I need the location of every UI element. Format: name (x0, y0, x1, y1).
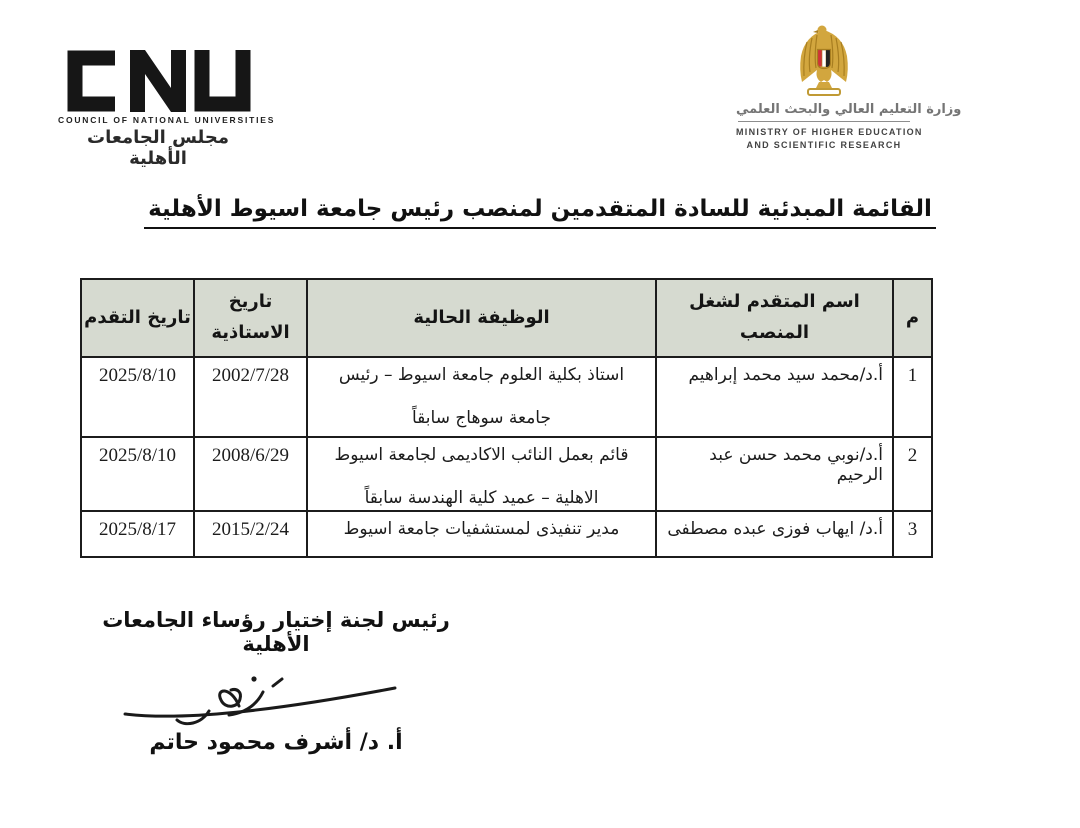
header-current-job: الوظيفة الحالية (307, 279, 656, 357)
table-row (81, 511, 932, 557)
professorship-date: 2015/2/24 (194, 511, 307, 557)
applicant-name: أ.د/ ايهاب فوزى عبده مصطفى (656, 511, 893, 557)
header-apply-date: تاريخ التقدم (81, 279, 194, 357)
table-header-row (81, 279, 932, 357)
egypt-eagle-emblem-icon (795, 22, 853, 100)
ministry-name-english-line2: AND SCIENTIFIC RESEARCH (746, 140, 902, 151)
signer-name: أ. د/ أشرف محمود حاتم (149, 730, 403, 755)
current-job (307, 437, 656, 511)
committee-chair-title: رئيس لجنة إختيار رؤساء الجامعات الأهلية (102, 608, 450, 656)
applicants-table (80, 278, 933, 558)
header-number: م (893, 279, 932, 357)
document-title-wrap (0, 196, 1080, 229)
current-job-line1: مدير تنفيذى لمستشفيات جامعة اسيوط (343, 519, 620, 539)
document-title: القائمة المبدئية للسادة المتقدمين لمنصب رئيس جامعة اسيوط الأهلية (144, 196, 936, 229)
cnu-name-arabic: مجلس الجامعات الأهلية (87, 127, 229, 169)
current-job-line2: الاهلية – عميد كلية الهندسة سابقاً (364, 488, 599, 508)
applicant-name: أ.د/محمد سيد محمد إبراهيم (656, 357, 893, 437)
apply-date: 2025/8/10 (81, 357, 194, 437)
header-applicant-name: اسم المتقدم لشغل المنصب (656, 279, 893, 357)
current-job-line2: جامعة سوهاج سابقاً (412, 408, 551, 428)
cnu-acronym-icon (65, 50, 251, 112)
ministry-divider (738, 121, 910, 122)
ministry-logo (736, 22, 962, 152)
applicant-name: أ.د/نوبي محمد حسن عبد الرحيم (656, 437, 893, 511)
header-professorship-date: تاريخ الاستاذية (194, 279, 307, 357)
table-row (81, 357, 932, 437)
handwritten-signature (113, 664, 403, 728)
signature-block (66, 608, 486, 755)
row-number: 2 (893, 437, 932, 511)
current-job-line1: استاذ بكلية العلوم جامعة اسيوط – رئيس (338, 365, 625, 385)
current-job (307, 357, 656, 437)
cnu-logo (58, 50, 276, 169)
row-number: 3 (893, 511, 932, 557)
apply-date: 2025/8/17 (81, 511, 194, 557)
ministry-name-english (736, 126, 923, 152)
cnu-name-english: COUNCIL OF NATIONAL UNIVERSITIES (58, 115, 276, 125)
professorship-date: 2002/7/28 (194, 357, 307, 437)
ministry-name-english-line1: MINISTRY OF HIGHER EDUCATION (736, 127, 923, 137)
professorship-date: 2008/6/29 (194, 437, 307, 511)
table-row (81, 437, 932, 511)
current-job (307, 511, 656, 557)
current-job-line1: قائم بعمل النائب الاكاديمى لجامعة اسيوط (334, 445, 629, 465)
row-number: 1 (893, 357, 932, 437)
apply-date: 2025/8/10 (81, 437, 194, 511)
ministry-name-arabic: وزارة التعليم العالي والبحث العلمي (736, 102, 962, 117)
